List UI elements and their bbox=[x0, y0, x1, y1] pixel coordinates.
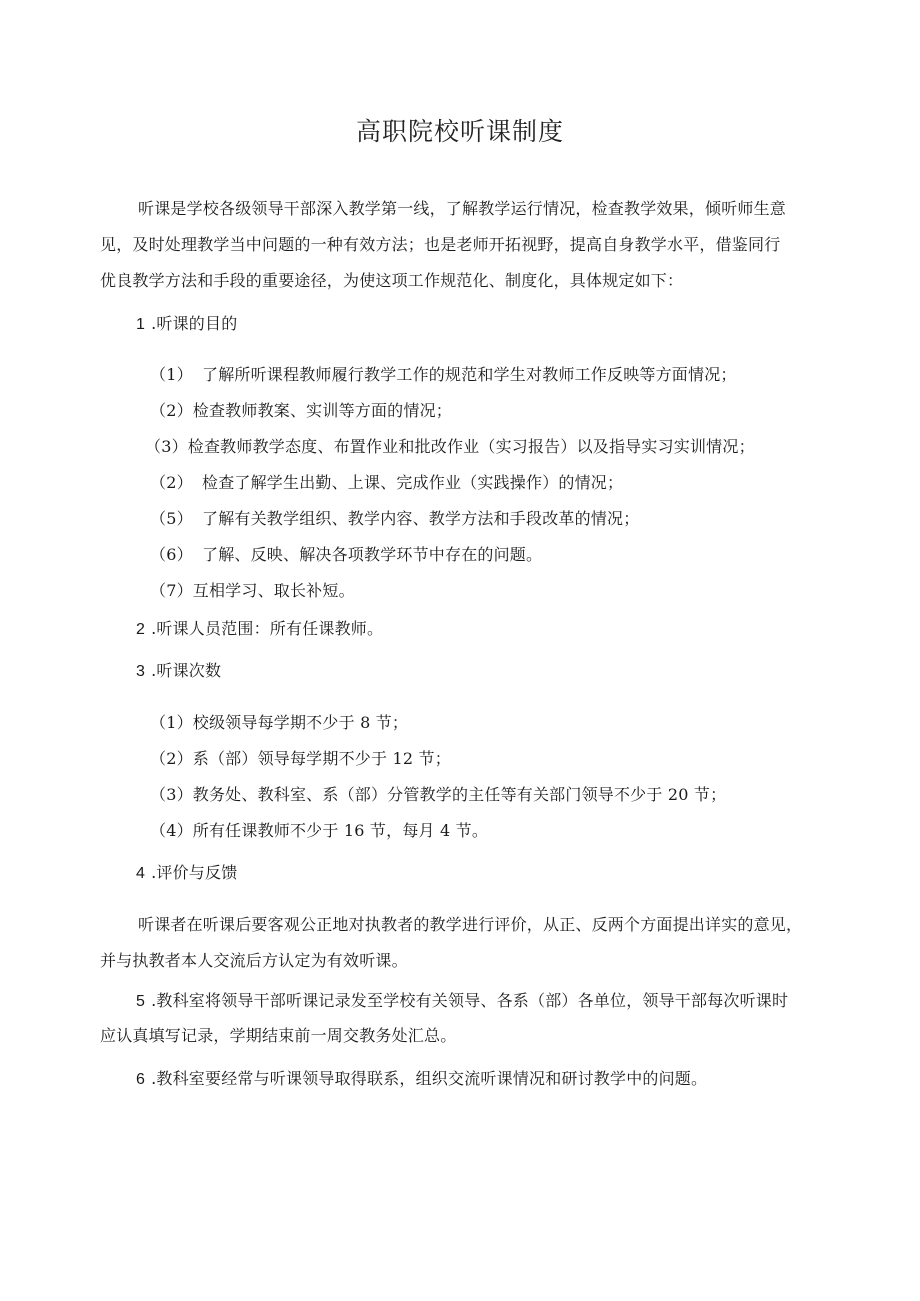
item-text: 检查了解学生出勤、上课、完成作业（实践操作）的情况； bbox=[202, 473, 624, 492]
section-1-number: 1 bbox=[136, 316, 146, 333]
section-6-number: 6 bbox=[136, 1071, 146, 1088]
item-text: 检查教师教案、实训等方面的情况； bbox=[192, 401, 452, 420]
section-1-title: .听课的目的 bbox=[151, 314, 238, 333]
intro-line-1: 听课是学校各级领导干部深入教学第一线，了解教学运行情况，检查教学效果，倾听师生意 bbox=[138, 199, 787, 218]
section-5-number: 5 bbox=[136, 993, 146, 1010]
item-marker: （4） bbox=[150, 821, 193, 840]
section-1-heading bbox=[136, 311, 237, 334]
section-2-number: 2 bbox=[136, 621, 146, 638]
section-5-line-1: .教科室将领导干部听课记录发至学校有关领导、各系（部）各单位，领导干部每次听课时 bbox=[151, 991, 789, 1010]
list-item bbox=[150, 578, 355, 601]
section-3-heading bbox=[136, 658, 221, 681]
section-4-title: .评价与反馈 bbox=[151, 863, 238, 882]
item-marker: （5） bbox=[150, 509, 193, 528]
item-text: 了解、反映、解决各项教学环节中存在的问题。 bbox=[202, 545, 543, 564]
section-4-heading bbox=[136, 860, 237, 883]
item-marker: （1） bbox=[150, 365, 193, 384]
intro-line-3: 优良教学方法和手段的重要途径，为使这项工作规范化、制度化，具体规定如下： bbox=[100, 271, 684, 290]
item-text: 校级领导每学期不少于 8 节； bbox=[192, 713, 409, 732]
item-text: 检查教师教学态度、布置作业和批改作业（实习报告）以及指导实习实训情况； bbox=[187, 437, 755, 456]
intro-line-2: 见，及时处理教学当中问题的一种有效方法；也是老师开拓视野，提高自身教学水平，借鉴同行 bbox=[100, 235, 781, 254]
list-item bbox=[145, 434, 755, 457]
section-3-number: 3 bbox=[136, 663, 146, 680]
section-2-title: .听课人员范围：所有任课教师。 bbox=[151, 619, 384, 638]
section-5-line-2: 应认真填写记录，学期结束前一周交教务处汇总。 bbox=[100, 1026, 457, 1045]
list-item bbox=[150, 398, 452, 421]
item-text: 所有任课教师不少于 16 节，每月 4 节。 bbox=[192, 821, 489, 840]
list-item bbox=[150, 710, 408, 733]
section-6-title: .教科室要经常与听课领导取得联系，组织交流听课情况和研讨教学中的问题。 bbox=[151, 1069, 708, 1088]
list-item bbox=[150, 818, 488, 841]
list-item bbox=[150, 782, 726, 805]
item-marker: （3） bbox=[145, 437, 188, 456]
document-title: 高职院校听课制度 bbox=[355, 117, 564, 146]
list-item bbox=[150, 362, 737, 385]
section-4-para-line-1: 听课者在听课后要客观公正地对执教者的教学进行评价，从正、反两个方面提出详实的意见， bbox=[138, 915, 803, 934]
section-5-heading bbox=[136, 988, 788, 1011]
item-marker: （7） bbox=[150, 581, 193, 600]
item-text: 了解有关教学组织、教学内容、教学方法和手段改革的情况； bbox=[202, 509, 640, 528]
item-text: 教务处、教科室、系（部）分管教学的主任等有关部门领导不少于 20 节； bbox=[192, 785, 727, 804]
section-2-heading bbox=[136, 616, 383, 639]
section-4-number: 4 bbox=[136, 865, 146, 882]
list-item bbox=[150, 506, 639, 529]
item-text: 互相学习、取长补短。 bbox=[192, 581, 355, 600]
section-3-title: .听课次数 bbox=[151, 661, 222, 680]
item-marker: （1） bbox=[150, 713, 193, 732]
section-4-para-line-2: 并与执教者本人交流后方认定为有效听课。 bbox=[100, 951, 408, 970]
item-text: 了解所听课程教师履行教学工作的规范和学生对教师工作反映等方面情况； bbox=[202, 365, 737, 384]
item-marker: （3） bbox=[150, 785, 193, 804]
section-6-heading bbox=[136, 1066, 707, 1089]
item-marker: （6） bbox=[150, 545, 193, 564]
item-text: 系（部）领导每学期不少于 12 节； bbox=[192, 749, 451, 768]
list-item bbox=[150, 746, 451, 769]
item-marker: （2） bbox=[150, 749, 193, 768]
item-marker: （2） bbox=[150, 473, 193, 492]
item-marker: （2） bbox=[150, 401, 193, 420]
list-item bbox=[150, 542, 542, 565]
list-item bbox=[150, 470, 623, 493]
